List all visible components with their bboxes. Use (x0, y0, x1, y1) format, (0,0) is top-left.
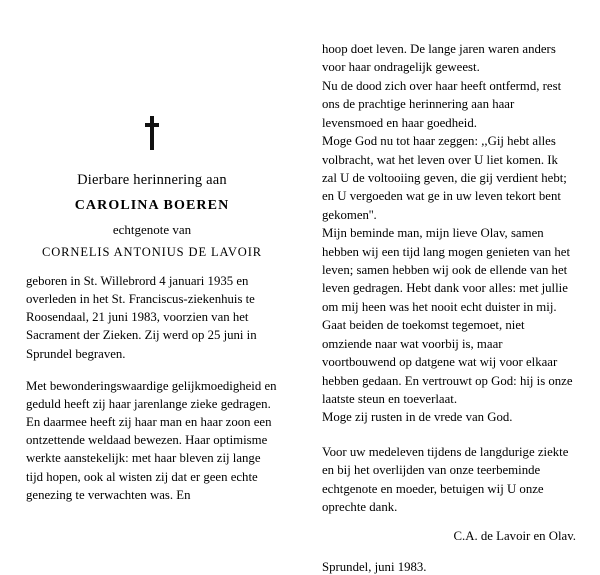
cross-vertical-bar (150, 116, 154, 150)
life-details: geboren in St. Willebrord 4 januari 1935 en overleden in het St. Franciscus-ziekenhuis te Roosendaal, 21 juni 1983, voorzien van het Sacrament der Zieken. Zij werd op 25 juni in Sprundel begraven. (26, 274, 257, 361)
right-page (300, 0, 600, 574)
spacer (322, 427, 576, 443)
cross-horizontal-bar (145, 123, 159, 127)
spouse-name: CORNELIS ANTONIUS DE LAVOIR (41, 245, 263, 259)
right-paragraph-5: Gaat beiden de toekomst tegemoet, niet omziende naar wat voorbij is, maar voortbouwend op datgene wat wij voor elkaar hebben gedaan. En vertrouwt op God: hij is onze laatste steun en toeverlaat. (322, 318, 573, 407)
left-paragraph: Met bewonderingswaardige gelijkmoedigheid en geduld heeft zij haar jarenlange zieke gedragen. En daarmee heeft zij haar man en haar zoon een ontzettende weldaad bewezen. Haar optimisme werkte aanstekelijk: met haar bleven zij lange tijd hopen, ook al wisten zij dat er geen echte genezing te verwachten was. En (26, 378, 277, 502)
relation-label: echtgenote van (112, 222, 192, 237)
right-paragraph-3: Moge God nu tot haar zeggen: ,,Gij hebt alles volbracht, wat het leven over U liet komen. Ik zal U de voltooiing geven, die gij verdient hebt; en U vergoeden wat ge in uw leven tekort bent gekomen''. (322, 134, 567, 222)
right-paragraph-1: hoop doet leven. De lange jaren waren anders voor haar ondragelijk geweest. (322, 42, 556, 75)
deceased-name: CAROLINA BOEREN (74, 198, 230, 213)
spacer (26, 363, 278, 377)
place-date: Sprundel, juni 1983. (322, 559, 427, 574)
right-paragraph-2: Nu de dood zich over haar heeft ontfermd, rest ons de prachtige herinnering aan haar levensmoed en haar goedheid. (322, 78, 562, 130)
dedication-lead: Dierbare herinnering aan (77, 172, 227, 188)
left-page (0, 0, 300, 502)
signature: C.A. de Lavoir en Olav. (453, 528, 576, 543)
thanks-paragraph: Voor uw medeleven tijdens de langdurige ziekte en bij het overlijden van onze teerbeminde echtgenote en moeder, betuigen wij U onze oprechte dank. (322, 444, 569, 515)
right-paragraph-6: Moge zij rusten in de vrede van God. (322, 410, 513, 425)
cross-icon-wrapper (26, 116, 278, 150)
right-paragraph-4: Mijn beminde man, mijn lieve Olav, samen hebben wij een tijd lang mogen genieten van het leven; samen hebben wij ook de ellende van het leven gedragen. Hebt dank voor alles: met jullie om mij heen was het nooit echt duister in mij. (322, 226, 571, 314)
latin-cross-icon (145, 116, 159, 150)
